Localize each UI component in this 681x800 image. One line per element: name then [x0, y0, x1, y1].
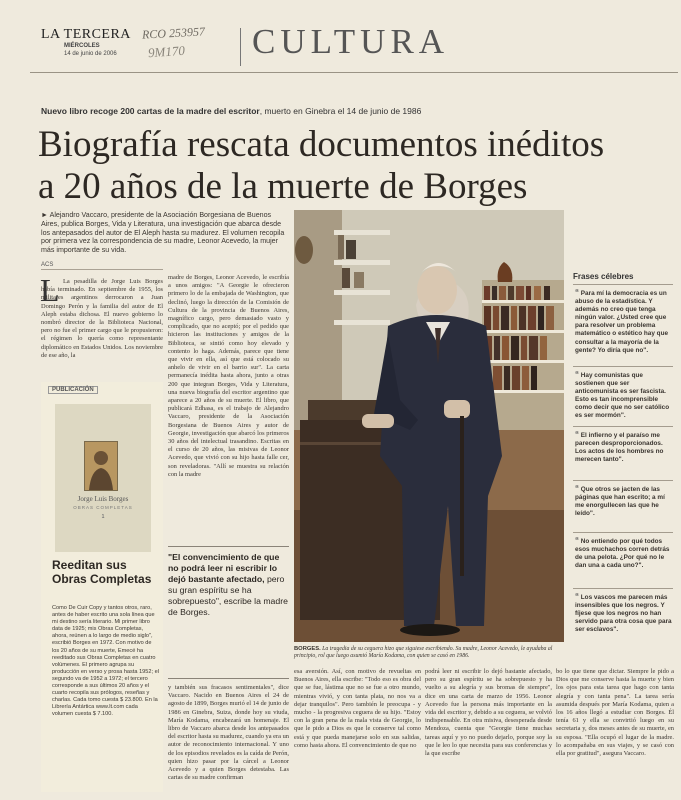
- sidebar-body: Como De Cuir Copy y tantos otros, raro, antes de haber escrito una sola línea que mi destino sería literario. Mi primer libro data de 1925; mis Obras Completas, ahora, reúnen a lo largo de medio siglo", escribió Borges en 1972. Con motivo de los 20 años de su muerte, Emecé ha reeditado sus Obras Completas en cuatro volúmenes. El primero agrupa su producción en verso y prosa hasta 1952; el segundo va de 1952 a 1972; el tercero corresponde a sus últimos 20 años y el cuarto recopila sus prólogos, reseñas y charlas. Cada tomo cuesta $ 23.800. En la Librería Antártica www.lt.com cada volumen cuesta $ 7.100.: [52, 605, 159, 718]
- quote-text: Que otros se jacten de las páginas que han escrito; a mí me enorgullecen las que he leído".: [575, 486, 665, 518]
- quotes-title: Frases célebres: [573, 272, 634, 281]
- book-author: Jorge Luis Borges: [77, 495, 129, 503]
- quote-item: “ Hay comunistas que sostienen que ser anticomunista es ser fascista. Esto es tan incomprensible como decir que no ser católico es ser mormón".: [575, 370, 670, 420]
- sidebar-title: Reeditan sus Obras Completas: [52, 558, 152, 586]
- quotes-rule-4: [573, 532, 673, 533]
- quote-item: “ Para mí la democracia es un abuso de la estadística. Y además no creo que tenga ningún valor. ¿Usted cree que para resolver un problema matemático o estético hay que consultar a la mayoría de la gente? Yo diría que no".: [575, 288, 669, 354]
- quotes-rule-2: [573, 426, 673, 427]
- borges-photo: [294, 210, 564, 642]
- headline-line-2: a 20 años de la muerte de Borges: [38, 166, 528, 207]
- kicker-rest: , muerto en Ginebra el 14 de junio de 1986: [259, 106, 422, 116]
- masthead-day: MIÉRCOLES: [64, 43, 100, 49]
- quotes-rule-3: [573, 480, 673, 481]
- body-column-2: madre de Borges, Leonor Acevedo, le escribía a unos amigos: "A Georgie le ofrecieron primero lo de la embajada de Washington, que declinó, luego la dirección de la Comisión de Cultura de la provincia de Buenos Aires, magnífico cargo, pero demasiado vasto y complicado, que no aceptó; por el pedido que hicieron las instituciones y amigos de la Biblioteca, se sintió como hoy elevado y contento lo haga. Además, parece que tiene que vivir en ella, así que está colocado su anhelo de vivir en el barrio sur". La carta permanecía inédita hasta ahora, junto a otras 200 que integran Borges, Vida y Literatura, una nueva biografía del escritor argentino que aparece a 20 años de su muerte. El libro, que publicará Edhasa, es el trabajo de Alejandro Vaccaro, presidente de la Asociación Borgesiana de Buenos Aires y autor de Georgie, investigación que abarcó los primeros 30 años del intelectual trasandino. Escritas en el curso de 20 años, las misivas de Leonor Acevedo, que vivió con su hijo hasta falle cer, son reveladoras. "Allí se muestra su relación con la madre: [168, 274, 289, 478]
- book-title: OBRAS COMPLETAS: [73, 505, 133, 510]
- headline: [38, 124, 604, 208]
- byline-rule: [41, 269, 163, 270]
- section-title: CULTURA: [252, 22, 450, 61]
- book-portrait: [84, 441, 118, 491]
- drop-cap: L: [40, 272, 60, 308]
- quotes-rule-1: [573, 366, 673, 367]
- quote-text: No entiendo por qué todos esos muchachos corren detrás de una pelota. ¿Por qué no le dan una a cada uno?".: [575, 538, 670, 570]
- pull-quote: [168, 552, 291, 619]
- body-column-2-bottom: y también sus fracasos sentimentales", dice Vaccaro. Nacido en Buenos Aires el 24 de agosto de 1899, Borges murió el 14 de junio de 1986 en Ginebra, Suiza, donde hoy su viuda, María Kodama, encabezará un homenaje. El libro de Vaccaro abarca desde los antepasados del escritor hasta su madurez, cuando ya era un autor de reconocimiento internacional. Y uno de los episodios revelados es la caída de Perón, quien hizo pasar por la cárcel a Leonor Acevedo y a quien Borges detestaba. Las cartas de su madre confirman: [168, 684, 289, 782]
- body-column-3: esa aversión. Así, con motivo de revueltas en Buenos Aires, ella escribe: "Todo eso es obra del que se fue, lástima que no se fue a otro mundo, mientras vivió, y con tanta plata, no nos va a dejar tranquilos". Pero también le preocupa - y mucho - la progresiva ceguera de su hijo. "Estoy con la gran pena de la mala vista de Georgie, lo que le pido a Dios es que le conserve tal como está y que pueda manejarse solo en sus salidas, como hasta ahora. El convencimiento de que no: [294, 668, 421, 749]
- headline-line-1: Biografía rescata documentos inéditos: [38, 124, 605, 165]
- quote-text: Los vascos me parecen más insensibles que los negros. Y fíjese que los negros no han servido para otra cosa que para ser esclavos".: [575, 594, 672, 634]
- pullquote-rule-bottom: [168, 678, 289, 679]
- masthead-date: 14 de junio de 2006: [64, 51, 117, 57]
- photo-caption-label: BORGES.: [294, 646, 321, 652]
- handwritten-note: RCO 253957: [141, 24, 206, 42]
- header-rule: [30, 72, 678, 73]
- quote-text: Hay comunistas que sostienen que ser anticomunista es ser fascista. Esto es tan incomprensible como decir que no ser católico es ser mormón".: [575, 372, 670, 420]
- quote-item: “ El infierno y el paraíso me parecen desproporcionados. Los actos de los hombres no merecen tanto".: [575, 430, 664, 464]
- kicker-bold: Nuevo libro recoge 200 cartas de la madre del escritor: [41, 106, 260, 116]
- header-divider: [240, 28, 241, 66]
- photo-caption-text: La tragedia de su ceguera hizo que siguiese escribiendo. Su madre, Leonor Acevedo, le ayudaba al principio, rol que luego asumió María Kodama, con quien se casó en 1986.: [294, 646, 553, 660]
- body-column-4: podrá leer ni escribir lo dejó bastante afectado, pero su gran espíritu se ha sobrepuesto y ha vuelto a su alegría y sus bromas de siempre", dice en una carta de marzo de 1956. Leonor Acevedo fue la persona más importante en la vida del escritor y, debido a su ceguera, se volvió indispensable. En otra misiva, desesperada desde Mendoza, cuenta que "Georgie tiene muchas tareas aquí y yo no puedo dejarlo, porque soy la que le leo lo que necesita para sus conferencias y la que escribe: [425, 668, 552, 758]
- lead-paragraph: ► Alejandro Vaccaro, presidente de la Asociación Borgesiana de Buenos Aires, publica Borges, Vida y Literatura, una investigación que abarca desde los antepasados del autor de El Aleph hasta su madurez. El volumen recopila por primera vez la correspondencia de su madre, Leonor Acevedo, la mujer más importante de su vida.: [41, 211, 285, 255]
- body-column-1: La pesadilla de Jorge Luis Borges había terminado. En septiembre de 1955, los militares argentinos derrocaron a Juan Domingo Perón y la familia del autor de El Aleph estaba dichosa. El nuevo gobierno lo nombró director de la Biblioteca Nacional, pero no fue el primer cargo que le propusieron: el régimen lo quería como representante diplomático en Estados Unidos. Los noviembre de ese año, la: [41, 278, 163, 359]
- body-column-5: bo lo que tiene que dictar. Siempre le pido a Dios que me conserve hasta la muerte y bien los ojos para esta tarea que hago con tanta alegría y con tanta pena". La tarea sería asumida después por María Kodama, quien a los 16 años llegó a estudiar con Borges. Él tenía 61 y ella se convirtió luego en su secretaria y, dos meses antes de su muerte, en su esposa. "Ella ocupó el lugar de la madre. lo acompañaba en sus viajes, y se casó con ella por gratitud", asegura Vaccaro.: [556, 668, 674, 758]
- quote-item: “ No entiendo por qué todos esos muchachos corren detrás de una pelota. ¿Por qué no le dan una a cada uno?".: [575, 536, 670, 570]
- quote-item: “ Los vascos me parecen más insensibles que los negros. Y fíjese que los negros no han servido para otra cosa que para ser esclavos".: [575, 592, 672, 634]
- quote-item: “ Que otros se jacten de las páginas que han escrito; a mí me enorgullecen las que he leído".: [575, 484, 665, 518]
- quotes-rule-0: [573, 284, 673, 285]
- photo-illustration: [294, 210, 564, 642]
- pullquote-rule-top: [168, 546, 289, 547]
- handwritten-note-2: 9M170: [147, 42, 186, 61]
- book-volume: 1: [101, 514, 105, 520]
- portrait-illustration: [85, 442, 117, 490]
- pull-quote-rest: pero su gran espíritu se ha sobrepuesto", escribe la madre de Borges.: [168, 574, 288, 618]
- sidebar-label: PUBLICACIÓN: [48, 386, 98, 394]
- byline: ACS: [41, 262, 54, 268]
- pull-quote-bold: "El convencimiento de que no podrá leer ni escribir lo dejó bastante afectado,: [168, 552, 280, 585]
- quotes-rule-5: [573, 588, 673, 589]
- kicker: [41, 106, 421, 116]
- masthead-logo: LA TERCERA: [41, 27, 131, 42]
- photo-caption: [294, 646, 564, 660]
- quote-text: El infierno y el paraíso me parecen desproporcionados. Los actos de los hombres no merecen tanto".: [575, 432, 664, 464]
- quote-text: Para mí la democracia es un abuso de la estadística. Y además no creo que tenga ningún valor. ¿Usted cree que para resolver un problema matemático o estético hay que consultar a la mayoría de la gente? Yo diría que no".: [575, 290, 669, 354]
